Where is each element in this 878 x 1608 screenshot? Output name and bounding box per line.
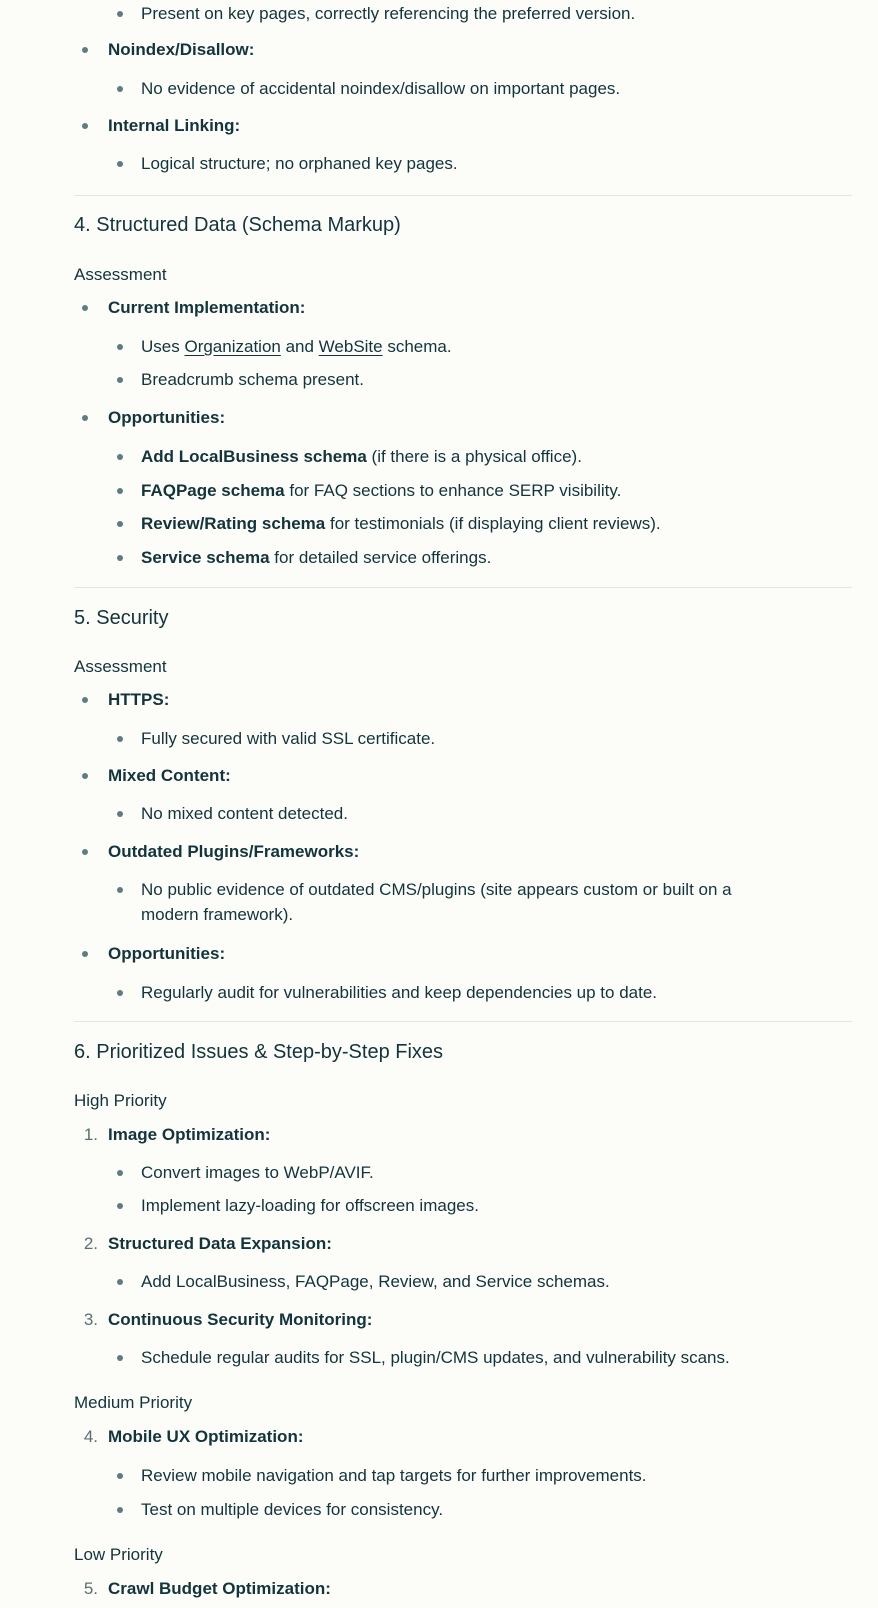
https-description: Fully secured with valid SSL certificate. [141, 729, 436, 748]
internal-linking-label: Internal Linking: [108, 116, 241, 135]
bullet-icon [82, 47, 88, 53]
section-4-opportunities-label: Opportunities: [108, 408, 226, 427]
high-priority-heading: High Priority [74, 1091, 167, 1110]
bullet-icon [117, 11, 123, 17]
crawl-budget-label: Crawl Budget Optimization: [108, 1579, 331, 1598]
outdated-plugins-description-line2: modern framework). [141, 905, 294, 924]
internal-linking-description: Logical structure; no orphaned key pages. [141, 154, 458, 173]
bullet-icon [82, 951, 88, 957]
section-4-assessment-heading: Assessment [74, 265, 167, 284]
section-5-assessment-heading: Assessment [74, 657, 167, 676]
opportunity-bold: Add LocalBusiness schema [141, 447, 367, 466]
low-priority-heading: Low Priority [74, 1545, 163, 1564]
outdated-plugins-label: Outdated Plugins/Frameworks: [108, 842, 360, 861]
bullet-icon [117, 161, 123, 167]
mixed-content-label: Mixed Content: [108, 766, 231, 785]
bullet-icon [82, 849, 88, 855]
list-number: 5. [83, 1579, 98, 1598]
bullet-icon [117, 1355, 123, 1361]
structured-data-expansion-step: Add LocalBusiness, FAQPage, Review, and Service schemas. [141, 1272, 610, 1291]
image-optimization-label: Image Optimization: [108, 1125, 271, 1144]
website-link[interactable]: WebSite [318, 337, 383, 356]
noindex-label: Noindex/Disallow: [108, 40, 255, 59]
opportunity-rest: for testimonials (if displaying client reviews). [325, 514, 661, 533]
security-monitoring-label: Continuous Security Monitoring: [108, 1310, 373, 1329]
schema-suffix: schema. [382, 337, 452, 356]
opportunity-rest: for FAQ sections to enhance SERP visibility. [284, 481, 622, 500]
canonical-description: Present on key pages, correctly referencing the preferred version. [141, 4, 636, 23]
list-number: 1. [83, 1125, 98, 1144]
opportunity-localbusiness [141, 445, 582, 469]
section-5-opportunities-label: Opportunities: [108, 944, 226, 963]
bullet-icon [117, 1279, 123, 1285]
section-5-opportunities-description: Regularly audit for vulnerabilities and keep dependencies up to date. [141, 983, 658, 1002]
bullet-icon [117, 555, 123, 561]
section-divider [74, 587, 852, 588]
bullet-icon [117, 488, 123, 494]
bullet-icon [82, 697, 88, 703]
image-optimization-step-1: Convert images to WebP/AVIF. [141, 1163, 374, 1182]
https-label: HTTPS: [108, 690, 170, 709]
opportunity-faqpage [141, 479, 621, 503]
opportunity-rest: for detailed service offerings. [269, 548, 492, 567]
opportunity-bold: Service schema [141, 548, 270, 567]
bullet-icon [117, 454, 123, 460]
bullet-icon [117, 86, 123, 92]
and-text: and [280, 337, 319, 356]
bullet-icon [117, 1203, 123, 1209]
opportunity-rest: (if there is a physical office). [366, 447, 582, 466]
section-5-heading: 5. Security [74, 607, 169, 629]
bullet-icon [117, 1170, 123, 1176]
security-monitoring-step: Schedule regular audits for SSL, plugin/CMS updates, and vulnerability scans. [141, 1348, 730, 1367]
image-optimization-step-2: Implement lazy-loading for offscreen images. [141, 1196, 479, 1215]
opportunity-service [141, 546, 491, 570]
bullet-icon [82, 415, 88, 421]
bullet-icon [117, 344, 123, 350]
medium-priority-heading: Medium Priority [74, 1393, 193, 1412]
opportunity-bold: FAQPage schema [141, 481, 285, 500]
bullet-icon [117, 887, 123, 893]
bullet-icon [82, 773, 88, 779]
uses-prefix: Uses [141, 337, 185, 356]
structured-data-expansion-label: Structured Data Expansion: [108, 1234, 332, 1253]
bullet-icon [117, 521, 123, 527]
section-4-heading: 4. Structured Data (Schema Markup) [74, 214, 401, 236]
list-number: 2. [83, 1234, 98, 1253]
mobile-ux-step-2: Test on multiple devices for consistency. [141, 1500, 444, 1519]
bullet-icon [117, 811, 123, 817]
mixed-content-description: No mixed content detected. [141, 804, 348, 823]
bullet-icon [117, 1473, 123, 1479]
list-number: 4. [83, 1427, 98, 1446]
opportunity-bold: Review/Rating schema [141, 514, 326, 533]
bullet-icon [117, 990, 123, 996]
opportunity-review [141, 512, 661, 536]
bullet-icon [82, 123, 88, 129]
mobile-ux-step-1: Review mobile navigation and tap targets for further improvements. [141, 1466, 647, 1485]
bullet-icon [117, 377, 123, 383]
section-divider [74, 1021, 852, 1022]
section-divider [74, 195, 852, 196]
organization-link[interactable]: Organization [184, 337, 281, 356]
mobile-ux-label: Mobile UX Optimization: [108, 1427, 304, 1446]
outdated-plugins-description-line1: No public evidence of outdated CMS/plugins (site appears custom or built on a [141, 880, 732, 899]
section-6-heading: 6. Prioritized Issues & Step-by-Step Fixes [74, 1041, 444, 1063]
breadcrumb-schema-line: Breadcrumb schema present. [141, 370, 364, 389]
list-number: 3. [83, 1310, 98, 1329]
bullet-icon [117, 736, 123, 742]
bullet-icon [82, 305, 88, 311]
noindex-description: No evidence of accidental noindex/disallow on important pages. [141, 79, 621, 98]
uses-schema-line [141, 335, 452, 359]
current-implementation-label: Current Implementation: [108, 298, 306, 317]
bullet-icon [117, 1507, 123, 1513]
